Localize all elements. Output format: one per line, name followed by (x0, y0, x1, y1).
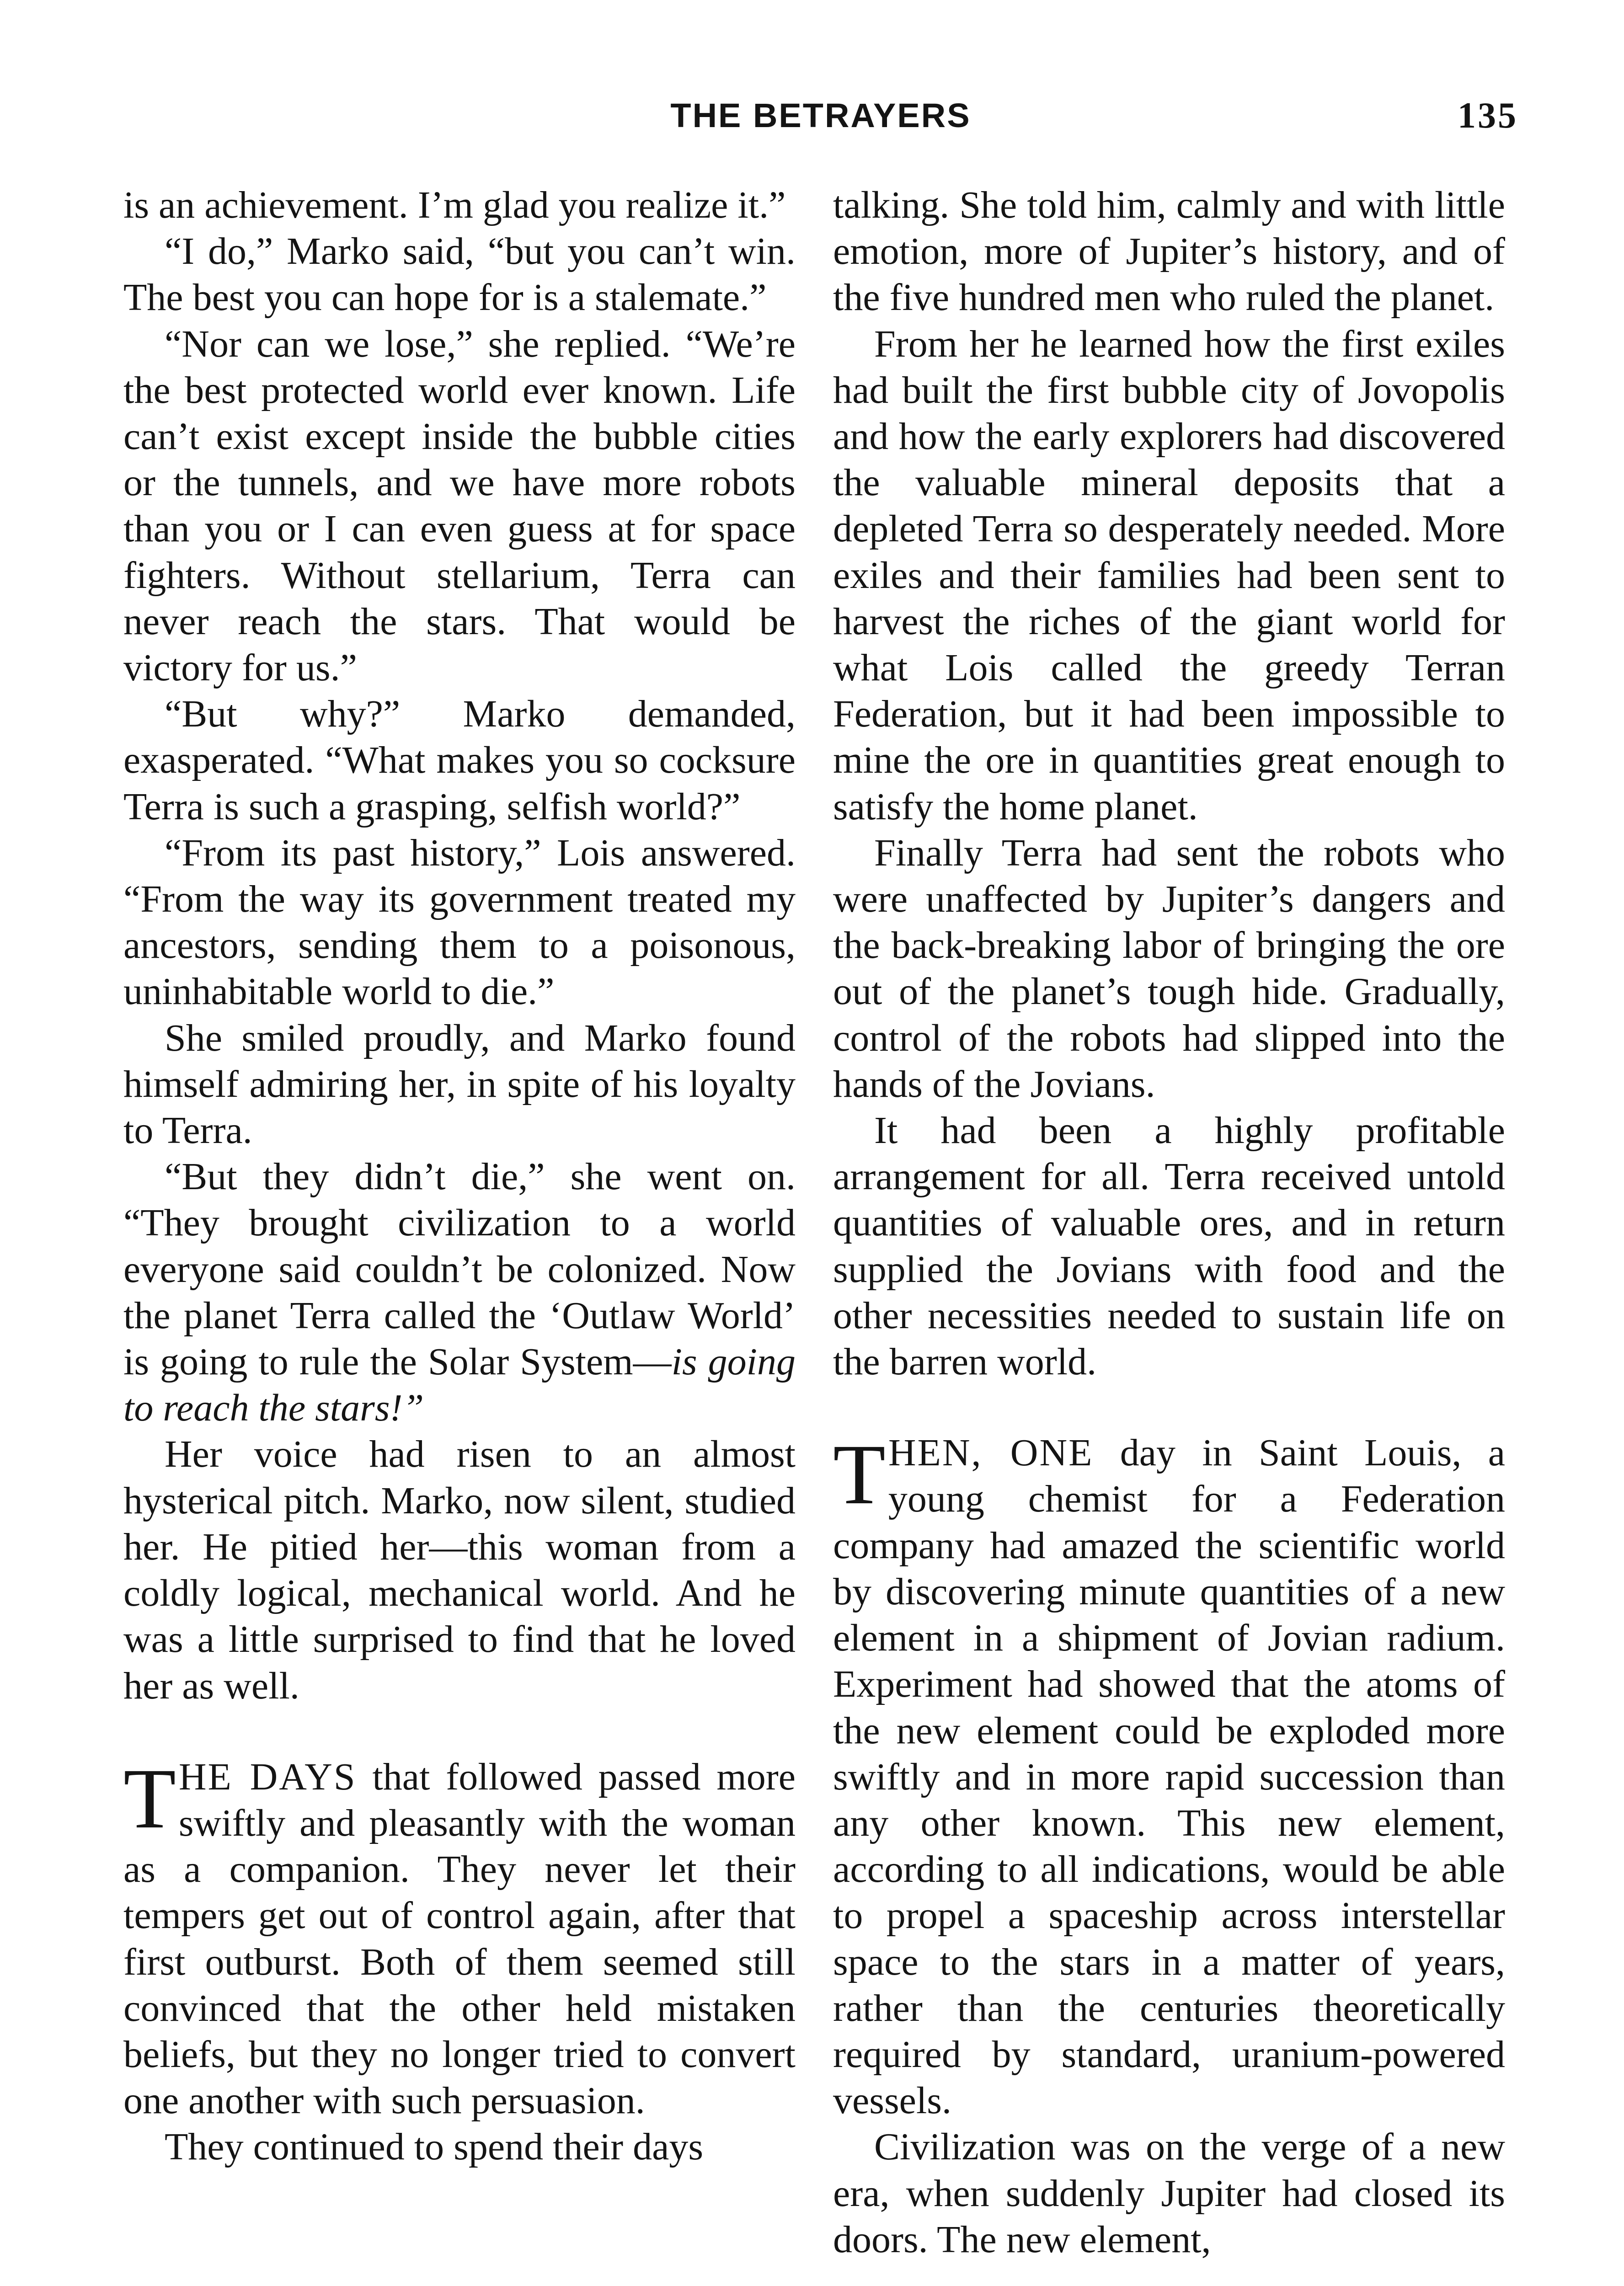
page-number: 135 (1458, 96, 1518, 136)
paragraph: Finally Terra had sent the robots who were unaffected by Jupiter’s dangers and the back-breaking labor of bringing the ore out of the planet’s tough hide. Gradually, control of the robots had slipped into the hands of the Jovians. (833, 831, 1505, 1106)
italic-text: is going to reach the stars!” (123, 1341, 796, 1430)
paragraph-text: day in Saint Louis, a young chemist for a Federation company had amazed the scientific world by discovering minute quantities of a new element in a shipment of Jovian radium. Experiment had showed that the atoms of the new element could be exploded more swiftly and in more rapid succession than any other known. This new element, according to all indications, would be able to propel a spaceship across interstellar space to the stars in a matter of years, rather than the centuries theoretically required by standard, uranium-powered vessels. (833, 1431, 1505, 2122)
paragraph: They continued to spend their days (165, 2126, 704, 2168)
paragraph: “But why?” Marko demanded, exasperated. “What makes you so cocksure Terra is such a grasping, selfish world?” (123, 693, 796, 828)
paragraph-text: that followed passed more swiftly and pleasantly with the woman as a companion. They never let their tempers get out of control again, after that first outburst. Both of them seemed still convinced that the other held mistaken beliefs, but they no longer tried to convert one another with such persuasion. (123, 1755, 796, 2122)
small-caps-lead: HE DAYS (178, 1755, 357, 1798)
drop-cap: T (833, 1426, 886, 1522)
paragraph: She smiled proudly, and Marko found himself admiring her, in spite of his loyalty to Terra. (123, 1016, 796, 1152)
section-opening-paragraph (833, 1426, 1505, 2124)
paragraph: is an achievement. I’m glad you realize it.” (123, 184, 786, 226)
drop-cap: T (123, 1750, 176, 1846)
right-column (833, 182, 1505, 2263)
paragraph: “From its past history,” Lois answered. “From the way its government treated my ancestors, sending them to a poisonous, uninhabitable world to die.” (123, 831, 796, 1013)
paragraph: Civilization was on the verge of a new era, when suddenly Jupiter had closed its doors. The new element, (833, 2126, 1505, 2261)
left-column (123, 182, 796, 2170)
paragraph (123, 1154, 796, 1431)
paragraph: Her voice had risen to an almost hysterical pitch. Marko, now silent, studied her. He pitied her—this woman from a coldly logical, mechanical world. And he was a little surprised to find that he loved her as well. (123, 1433, 796, 1707)
paragraph: “Nor can we lose,” she replied. “We’re the best protected world ever known. Life can’t exist except inside the bubble cities or the tunnels, and we have more robots than you or I can even guess at for space fighters. Without stellarium, Terra can never reach the stars. That would be victory for us.” (123, 322, 796, 689)
section-opening-paragraph (123, 1750, 796, 2124)
paragraph-text: “But they didn’t die,” she went on. “They brought civilization to a world everyone said couldn’t be colonized. Now the planet Terra called the ‘Outlaw World’ is going to rule the Solar System— (123, 1155, 796, 1383)
page-header (123, 91, 1518, 141)
running-title: THE BETRAYERS (670, 96, 971, 134)
small-caps-lead: HEN, ONE (888, 1431, 1094, 1474)
paragraph: From her he learned how the first exiles had built the first bubble city of Jovopolis and how the early explorers had discovered the valuable mineral deposits that a depleted Terra so desperately needed. More exiles and their families had been sent to harvest the riches of the giant world for what Lois called the greedy Terran Federation, but it had been impossible to mine the ore in quantities great enough to satisfy the home planet. (833, 322, 1505, 828)
paragraph: talking. She told him, calmly and with little emotion, more of Jupiter’s history, and of the five hundred men who ruled the planet. (833, 184, 1505, 319)
paragraph: “I do,” Marko said, “but you can’t win. The best you can hope for is a stalemate.” (123, 230, 796, 319)
paragraph: It had been a highly profitable arrangement for all. Terra received untold quantities of valuable ores, and in return supplied the Jovians with food and the other necessities needed to sustain life on the barren world. (833, 1109, 1505, 1383)
